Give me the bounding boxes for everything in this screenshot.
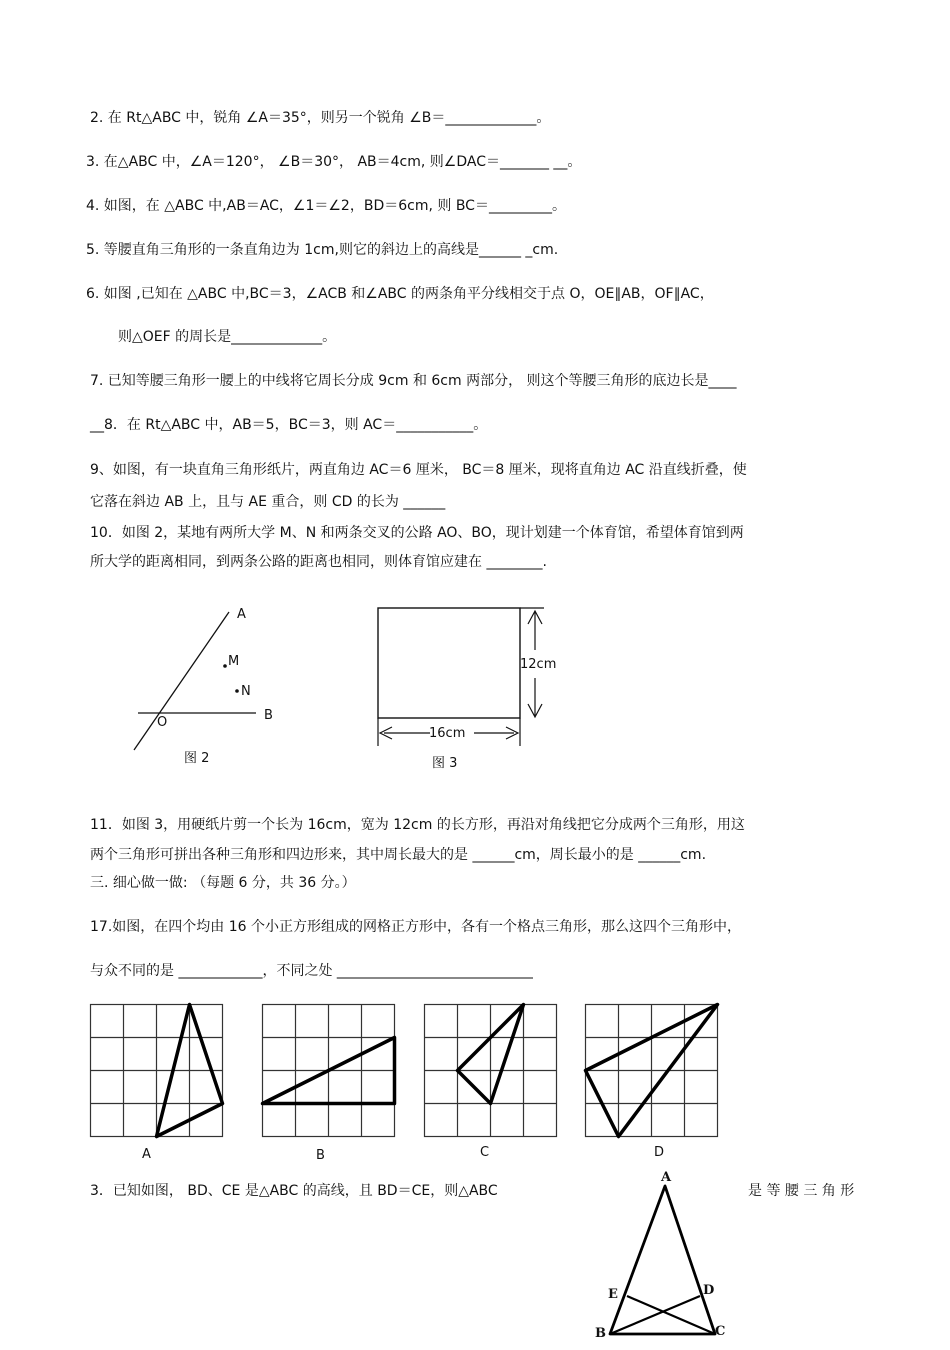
figure-3-caption: 图 3 bbox=[432, 756, 458, 771]
question-5: 5. 等腰直角三角形的一条直角边为 1cm,则它的斜边上的高线是______ _cm. bbox=[86, 242, 559, 258]
question-9-line1: 9、如图，有一块直角三角形纸片，两直角边 AC＝6 厘米， BC＝8 厘米，现将直角边 AC 沿直线折叠，使 bbox=[90, 462, 747, 478]
question-8: __8．在 Rt△ABC 中，AB＝5，BC＝3，则 AC＝___________。 bbox=[90, 417, 488, 433]
grid-d-label: D bbox=[654, 1145, 665, 1160]
triangle-label-a: A bbox=[661, 1170, 672, 1185]
question-17-line1: 17.如图，在四个均由 16 个小正方形组成的网格正方形中，各有一个格点三角形，那么这四个三角形中， bbox=[90, 919, 741, 935]
question-7: 7. 已知等腰三角形一腰上的中线将它周长分成 9cm 和 6cm 两部分， 则这个等腰三角形的底边长是____ bbox=[90, 373, 737, 389]
triangle-label-b: B bbox=[595, 1326, 606, 1341]
triangle-label-d: D bbox=[703, 1283, 715, 1298]
figure-2-label-n: N bbox=[241, 684, 251, 699]
triangle-label-e: E bbox=[608, 1287, 618, 1302]
figure-2-label-m: M bbox=[228, 654, 240, 669]
question-11-line2: 两个三角形可拼出各种三角形和四边形来，其中周长最大的是 ______cm，周长最小的是 ______cm. bbox=[90, 847, 707, 863]
figure-2-label-b: B bbox=[264, 708, 273, 723]
question-11-line1: 11．如图 3，用硬纸片剪一个长为 16cm，宽为 12cm 的长方形，再沿对角线把它分成两个三角形，用这 bbox=[90, 817, 745, 833]
figure-2-label-o: O bbox=[157, 715, 168, 730]
grid-d-diagram bbox=[585, 1004, 720, 1139]
question-3: 3. 在△ABC 中，∠A＝120°， ∠B＝30°， AB＝4cm, 则∠DAC＝_______ __。 bbox=[86, 154, 582, 170]
section-3-header: 三. 细心做一做: （每题 6 分，共 36 分。） bbox=[90, 875, 356, 891]
grid-b-label: B bbox=[316, 1148, 325, 1163]
grid-b-diagram bbox=[262, 1004, 397, 1139]
question-17-line2: 与众不同的是 ____________，不同之处 ____________________________ bbox=[90, 963, 533, 979]
question-9-line2: 它落在斜边 AB 上，且与 AE 重合，则 CD 的长为 ______ bbox=[90, 494, 446, 510]
question-6-line2: 则△OEF 的周长是_____________。 bbox=[118, 329, 337, 345]
figure-3-height-label: 12cm bbox=[520, 657, 557, 672]
question-10-line2: 所大学的距离相同，到两条公路的距离也相同，则体育馆应建在 ________. bbox=[90, 554, 547, 570]
grid-a-diagram bbox=[90, 1004, 225, 1139]
figure-2-caption: 图 2 bbox=[184, 751, 210, 766]
figure-3-width-label: 16cm bbox=[429, 726, 466, 741]
question-2: 2. 在 Rt△ABC 中，锐角 ∠A＝35°，则另一个锐角 ∠B＝_____________。 bbox=[90, 110, 551, 126]
question-3b-text-right: 是 等 腰 三 角 形 bbox=[748, 1183, 855, 1199]
question-10-line1: 10．如图 2，某地有两所大学 M、N 和两条交叉的公路 AO、BO，现计划建一个体育馆，希望体育馆到两 bbox=[90, 525, 744, 541]
question-6-line1: 6. 如图 ,已知在 △ABC 中,BC＝3，∠ACB 和∠ABC 的两条角平分线相交于点 O，OE∥AB，OF∥AC， bbox=[86, 286, 714, 302]
figure-3-diagram bbox=[370, 600, 570, 750]
triangle-label-c: C bbox=[715, 1324, 726, 1339]
grid-c-label: C bbox=[480, 1145, 490, 1160]
grid-a-label: A bbox=[142, 1147, 151, 1162]
question-4: 4. 如图，在 △ABC 中,AB＝AC，∠1＝∠2，BD＝6cm, 则 BC＝_________。 bbox=[86, 198, 566, 214]
figure-2-label-a: A bbox=[237, 607, 246, 622]
figure-2-diagram bbox=[110, 600, 310, 770]
question-3b-text: 3．已知如图， BD、CE 是△ABC 的高线，且 BD＝CE，则△ABC bbox=[90, 1183, 498, 1199]
grid-c-diagram bbox=[424, 1004, 559, 1139]
